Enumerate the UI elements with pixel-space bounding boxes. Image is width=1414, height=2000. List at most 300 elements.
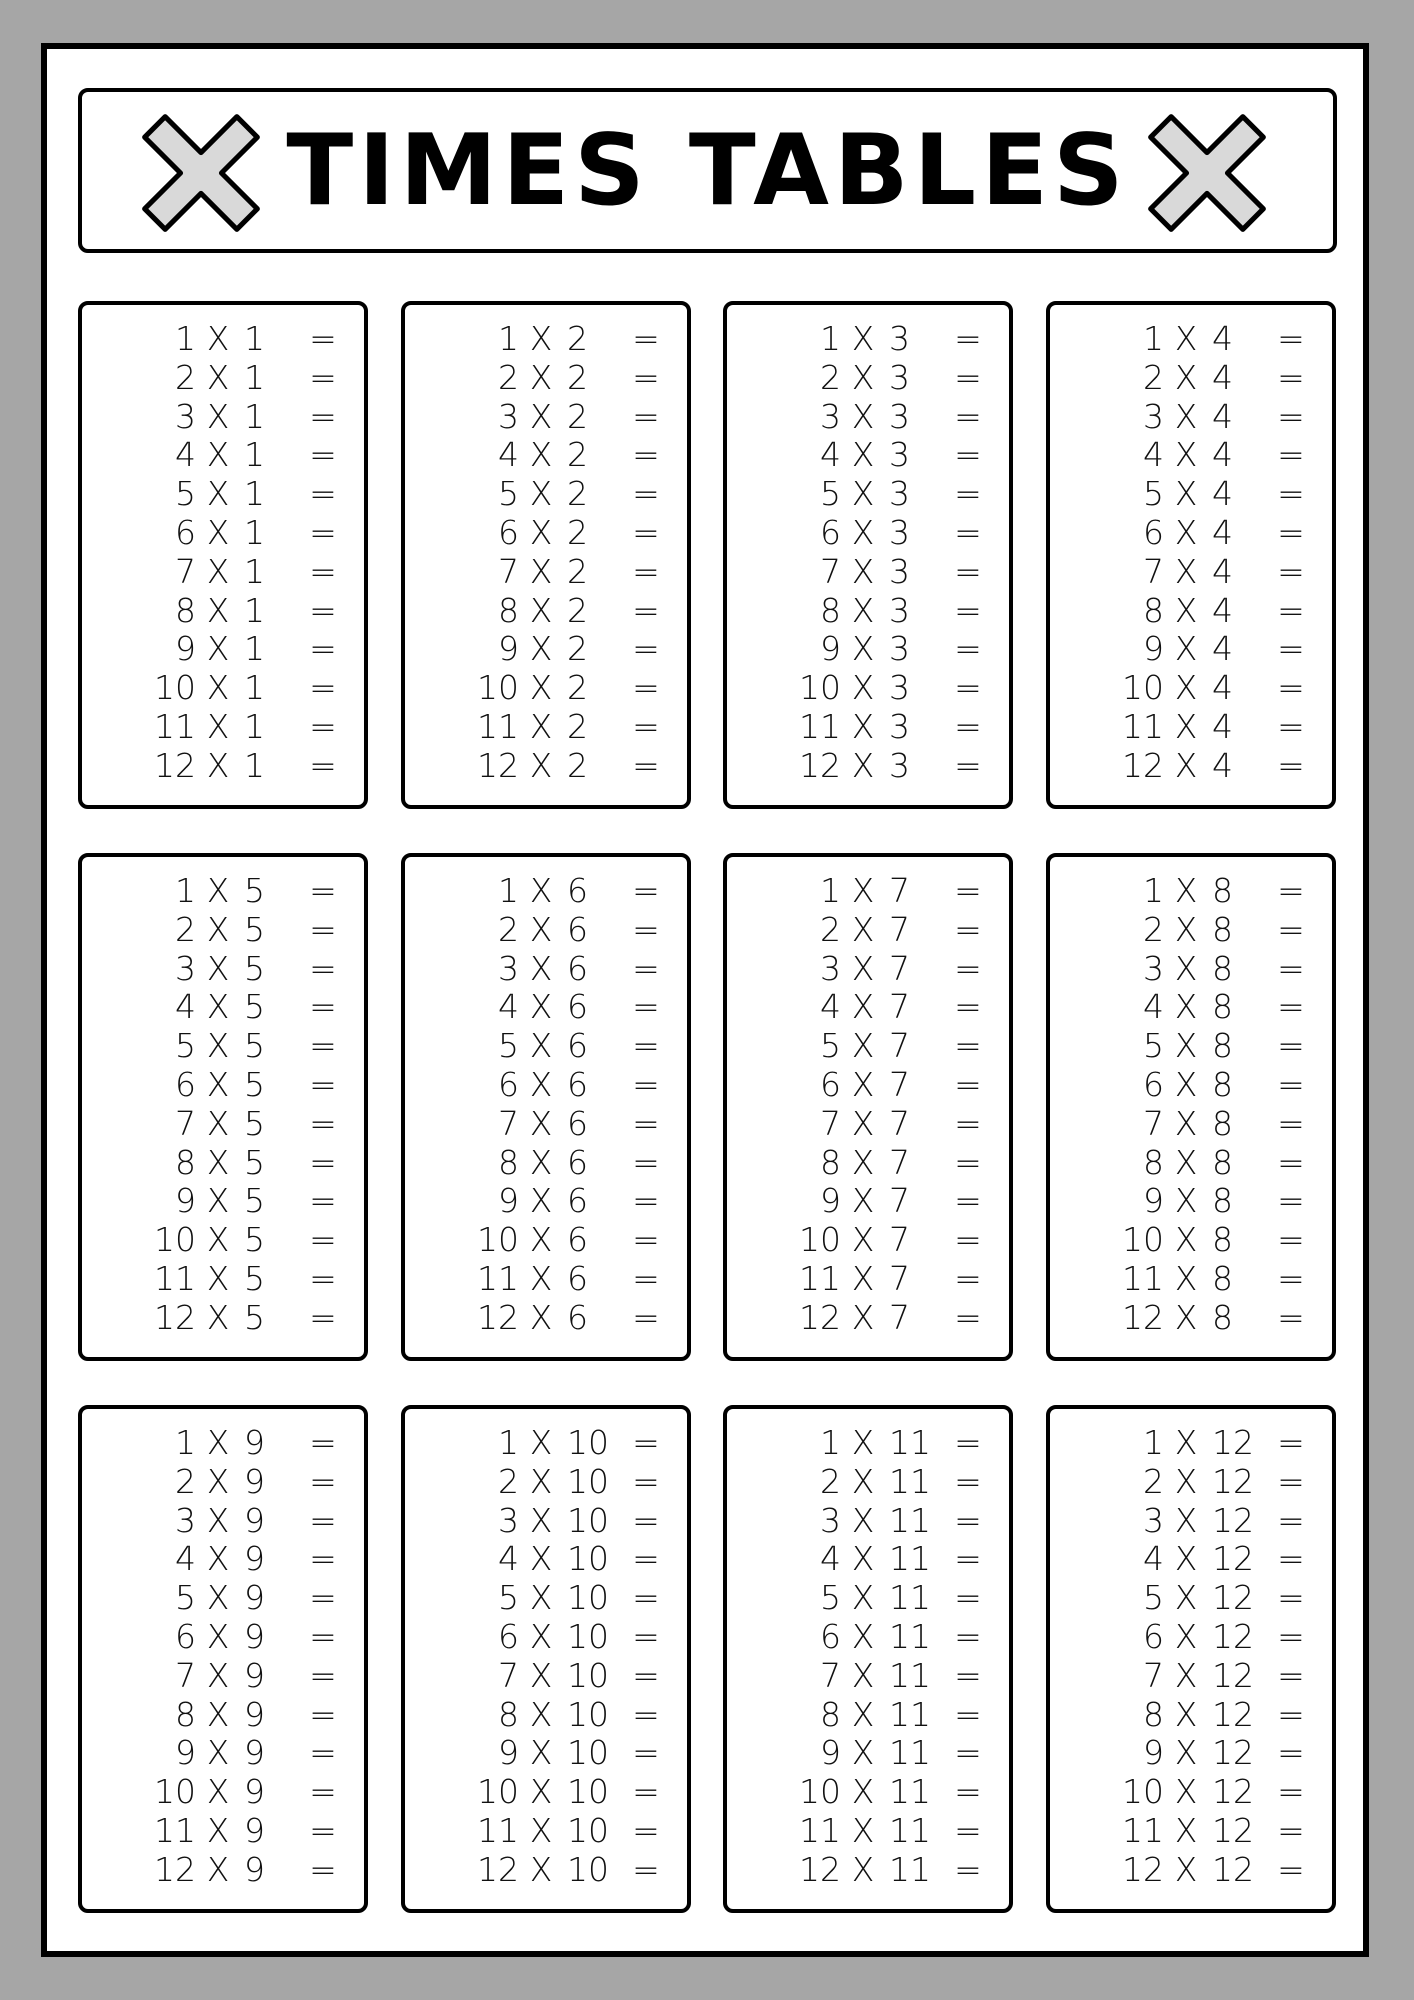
equation-row: [405, 949, 687, 988]
times-operator: X: [529, 909, 553, 949]
equation-row: [727, 319, 1009, 358]
equals-sign: =: [954, 319, 982, 358]
multiplier-number: 8: [498, 1142, 519, 1182]
table-factor: 2: [567, 706, 588, 746]
equation-row: [405, 668, 687, 707]
equation-row: [727, 949, 1009, 988]
equals-sign: =: [632, 1772, 660, 1812]
table-factor: 7: [889, 1297, 910, 1337]
equation-row: [82, 1811, 364, 1850]
equation-row: [82, 319, 364, 358]
equation-row: [1050, 668, 1332, 707]
equals-sign: =: [309, 1655, 337, 1695]
times-operator: X: [1174, 590, 1198, 630]
table-factor: 3: [889, 668, 910, 708]
multiplier-number: 6: [820, 1064, 841, 1104]
equation-row: [727, 987, 1009, 1026]
times-operator: X: [206, 629, 230, 669]
table-factor: 10: [567, 1849, 609, 1889]
equation-row: [1050, 435, 1332, 474]
equals-sign: =: [632, 668, 660, 708]
multiplier-number: 8: [498, 1694, 519, 1734]
equation-row: [82, 1181, 364, 1220]
multiplier-number: 3: [1143, 948, 1164, 988]
equals-sign: =: [1277, 590, 1305, 630]
multiplier-number: 10: [154, 668, 196, 708]
table-factor: 2: [567, 668, 588, 708]
times-table-card: [78, 1405, 368, 1913]
equals-sign: =: [1277, 706, 1305, 746]
equation-row: [1050, 746, 1332, 785]
table-factor: 2: [567, 396, 588, 436]
multiplier-number: 10: [477, 1772, 519, 1812]
equals-sign: =: [954, 668, 982, 708]
times-operator: X: [206, 1423, 230, 1462]
times-operator: X: [1174, 1026, 1198, 1066]
table-factor: 6: [567, 1142, 588, 1182]
equals-sign: =: [309, 1733, 337, 1773]
multiplier-number: 12: [1122, 1849, 1164, 1889]
equals-sign: =: [954, 1461, 982, 1501]
equals-sign: =: [1277, 668, 1305, 708]
table-factor: 10: [567, 1461, 609, 1501]
equals-sign: =: [632, 512, 660, 552]
equals-sign: =: [632, 987, 660, 1027]
multiplier-number: 11: [1122, 1258, 1164, 1298]
times-operator: X: [529, 1616, 553, 1656]
table-factor: 3: [889, 512, 910, 552]
multiplier-number: 5: [820, 474, 841, 514]
equation-row: [82, 1772, 364, 1811]
times-operator: X: [1174, 1297, 1198, 1337]
equation-row: [405, 1617, 687, 1656]
times-operator: X: [529, 435, 553, 475]
table-factor: 9: [244, 1616, 265, 1656]
equation-row: [82, 1220, 364, 1259]
table-factor: 8: [1212, 871, 1233, 910]
times-operator: X: [206, 357, 230, 397]
times-operator: X: [851, 1772, 875, 1812]
times-operator: X: [851, 1026, 875, 1066]
times-operator: X: [529, 1694, 553, 1734]
times-operator: X: [851, 512, 875, 552]
equation-row: [405, 746, 687, 785]
equals-sign: =: [309, 1181, 337, 1221]
equation-row: [82, 1850, 364, 1889]
multiplier-number: 7: [1143, 1103, 1164, 1143]
table-factor: 8: [1212, 1297, 1233, 1337]
table-factor: 12: [1212, 1694, 1254, 1734]
times-operator: X: [206, 396, 230, 436]
equation-row: [1050, 319, 1332, 358]
multiplier-number: 6: [175, 1616, 196, 1656]
times-operator: X: [529, 590, 553, 630]
multiplier-number: 6: [175, 1064, 196, 1104]
equation-row: [727, 871, 1009, 910]
equation-row: [405, 987, 687, 1026]
equation-row: [727, 1220, 1009, 1259]
multiplier-number: 7: [1143, 551, 1164, 591]
times-operator: X: [529, 1655, 553, 1695]
equation-row: [405, 591, 687, 630]
multiplier-number: 9: [175, 629, 196, 669]
multiplier-number: 10: [1122, 1220, 1164, 1260]
equation-row: [727, 1298, 1009, 1337]
multiplier-number: 6: [1143, 512, 1164, 552]
equals-sign: =: [1277, 357, 1305, 397]
table-factor: 1: [244, 474, 265, 514]
equation-row: [82, 435, 364, 474]
table-factor: 9: [244, 1694, 265, 1734]
equation-row: [405, 629, 687, 668]
table-factor: 11: [889, 1500, 931, 1540]
table-factor: 11: [889, 1578, 931, 1618]
multiplier-number: 5: [498, 1026, 519, 1066]
equals-sign: =: [1277, 551, 1305, 591]
times-operator: X: [851, 1539, 875, 1579]
equation-row: [405, 1772, 687, 1811]
times-operator: X: [529, 1539, 553, 1579]
times-operator: X: [206, 1103, 230, 1143]
equals-sign: =: [309, 474, 337, 514]
table-factor: 3: [889, 474, 910, 514]
equals-sign: =: [309, 319, 337, 358]
times-operator: X: [206, 435, 230, 475]
equation-row: [1050, 1656, 1332, 1695]
multiplier-number: 2: [498, 357, 519, 397]
times-operator: X: [206, 987, 230, 1027]
multiplier-number: 5: [1143, 1578, 1164, 1618]
equation-row: [405, 1850, 687, 1889]
multiplier-number: 5: [1143, 474, 1164, 514]
table-factor: 9: [244, 1423, 265, 1462]
table-factor: 3: [889, 319, 910, 358]
equals-sign: =: [632, 1849, 660, 1889]
times-operator: X: [1174, 1461, 1198, 1501]
equals-sign: =: [954, 1578, 982, 1618]
equation-row: [1050, 1695, 1332, 1734]
equation-row: [727, 746, 1009, 785]
equals-sign: =: [954, 948, 982, 988]
times-operator: X: [1174, 474, 1198, 514]
equation-row: [82, 1104, 364, 1143]
multiplier-number: 12: [1122, 745, 1164, 785]
multiplier-number: 7: [175, 551, 196, 591]
multiplier-number: 11: [154, 706, 196, 746]
multiplier-number: 1: [1143, 1423, 1164, 1462]
times-operator: X: [1174, 668, 1198, 708]
equation-row: [1050, 1772, 1332, 1811]
multiplier-number: 2: [820, 909, 841, 949]
equation-row: [82, 1298, 364, 1337]
multiplier-number: 5: [175, 1578, 196, 1618]
times-operator: X: [206, 590, 230, 630]
table-factor: 1: [244, 319, 265, 358]
equals-sign: =: [954, 1694, 982, 1734]
multiplier-number: 6: [498, 1616, 519, 1656]
equation-row: [727, 1501, 1009, 1540]
equation-row: [82, 1578, 364, 1617]
equation-row: [727, 1850, 1009, 1889]
table-factor: 6: [567, 1064, 588, 1104]
equals-sign: =: [309, 1810, 337, 1850]
equation-row: [405, 707, 687, 746]
equation-row: [1050, 871, 1332, 910]
times-operator: X: [1174, 1849, 1198, 1889]
equation-row: [405, 1143, 687, 1182]
multiplier-number: 12: [1122, 1297, 1164, 1337]
multiplier-number: 8: [175, 1142, 196, 1182]
multiplier-number: 5: [1143, 1026, 1164, 1066]
multiplier-number: 2: [175, 1461, 196, 1501]
equation-row: [727, 707, 1009, 746]
equals-sign: =: [632, 1694, 660, 1734]
equals-sign: =: [632, 551, 660, 591]
times-operator: X: [529, 1500, 553, 1540]
times-operator: X: [851, 551, 875, 591]
equals-sign: =: [309, 948, 337, 988]
table-factor: 8: [1212, 1142, 1233, 1182]
equals-sign: =: [1277, 1026, 1305, 1066]
equals-sign: =: [632, 1142, 660, 1182]
table-factor: 7: [889, 1181, 910, 1221]
multiplier-number: 1: [820, 1423, 841, 1462]
multiplier-number: 12: [799, 745, 841, 785]
times-operator: X: [1174, 706, 1198, 746]
table-factor: 3: [889, 590, 910, 630]
multiplier-number: 10: [1122, 1772, 1164, 1812]
table-factor: 7: [889, 909, 910, 949]
times-operator: X: [851, 1578, 875, 1618]
multiplier-number: 4: [498, 1539, 519, 1579]
equals-sign: =: [309, 987, 337, 1027]
equation-row: [1050, 1423, 1332, 1462]
equals-sign: =: [1277, 1849, 1305, 1889]
equals-sign: =: [309, 1500, 337, 1540]
equals-sign: =: [1277, 1064, 1305, 1104]
equation-row: [1050, 1617, 1332, 1656]
multiplier-number: 7: [498, 1103, 519, 1143]
times-operator: X: [1174, 1733, 1198, 1773]
equation-row: [405, 1181, 687, 1220]
times-operator: X: [206, 1500, 230, 1540]
equation-row: [727, 474, 1009, 513]
equals-sign: =: [1277, 1500, 1305, 1540]
table-factor: 5: [244, 909, 265, 949]
table-factor: 10: [567, 1772, 609, 1812]
equation-row: [405, 513, 687, 552]
equation-row: [1050, 1501, 1332, 1540]
equals-sign: =: [632, 871, 660, 910]
table-factor: 3: [889, 551, 910, 591]
equation-row: [727, 910, 1009, 949]
equation-row: [727, 1143, 1009, 1182]
table-factor: 4: [1212, 319, 1233, 358]
times-operator: X: [529, 474, 553, 514]
table-factor: 1: [244, 590, 265, 630]
equation-row: [1050, 1733, 1332, 1772]
equals-sign: =: [1277, 1142, 1305, 1182]
equals-sign: =: [1277, 745, 1305, 785]
multiplier-number: 8: [820, 590, 841, 630]
equals-sign: =: [1277, 1810, 1305, 1850]
multiplier-number: 9: [498, 629, 519, 669]
times-operator: X: [851, 1694, 875, 1734]
multiplier-number: 6: [820, 512, 841, 552]
multiplier-number: 6: [1143, 1064, 1164, 1104]
table-factor: 9: [244, 1500, 265, 1540]
times-operator: X: [851, 1297, 875, 1337]
times-operator: X: [529, 1181, 553, 1221]
equation-row: [405, 910, 687, 949]
table-factor: 9: [244, 1539, 265, 1579]
table-factor: 2: [567, 745, 588, 785]
multiplier-number: 4: [1143, 1539, 1164, 1579]
times-operator: X: [851, 396, 875, 436]
multiplier-number: 11: [799, 706, 841, 746]
multiplier-number: 6: [820, 1616, 841, 1656]
multiplier-number: 7: [820, 1103, 841, 1143]
multiplier-number: 10: [477, 1220, 519, 1260]
table-factor: 12: [1212, 1578, 1254, 1618]
multiplier-number: 1: [175, 871, 196, 910]
times-operator: X: [1174, 396, 1198, 436]
equals-sign: =: [309, 435, 337, 475]
multiplier-number: 4: [820, 435, 841, 475]
times-operator: X: [206, 1655, 230, 1695]
table-factor: 7: [889, 1258, 910, 1298]
table-factor: 2: [567, 435, 588, 475]
equation-row: [82, 552, 364, 591]
multiplier-number: 3: [820, 396, 841, 436]
times-operator: X: [1174, 1258, 1198, 1298]
multiplier-number: 9: [175, 1181, 196, 1221]
equation-row: [727, 629, 1009, 668]
equals-sign: =: [1277, 1655, 1305, 1695]
times-table-card: [1046, 301, 1336, 809]
equals-sign: =: [1277, 1461, 1305, 1501]
table-factor: 10: [567, 1810, 609, 1850]
table-factor: 12: [1212, 1849, 1254, 1889]
multiplier-number: 4: [175, 987, 196, 1027]
multiplier-number: 5: [820, 1026, 841, 1066]
times-table-card: [401, 1405, 691, 1913]
table-factor: 1: [244, 706, 265, 746]
multiplier-number: 3: [175, 396, 196, 436]
table-factor: 6: [567, 871, 588, 910]
equals-sign: =: [1277, 629, 1305, 669]
table-factor: 4: [1212, 357, 1233, 397]
equals-sign: =: [309, 871, 337, 910]
times-operator: X: [206, 1694, 230, 1734]
table-factor: 9: [244, 1733, 265, 1773]
times-operator: X: [206, 1849, 230, 1889]
multiplier-number: 4: [498, 435, 519, 475]
equals-sign: =: [309, 1064, 337, 1104]
equation-row: [1050, 1143, 1332, 1182]
table-factor: 5: [244, 1103, 265, 1143]
table-factor: 4: [1212, 512, 1233, 552]
equals-sign: =: [1277, 1772, 1305, 1812]
equals-sign: =: [309, 1461, 337, 1501]
multiplier-number: 11: [1122, 1810, 1164, 1850]
equals-sign: =: [309, 1026, 337, 1066]
title-banner: [78, 88, 1337, 253]
table-factor: 6: [567, 1181, 588, 1221]
equals-sign: =: [309, 668, 337, 708]
table-factor: 11: [889, 1539, 931, 1579]
table-factor: 11: [889, 1772, 931, 1812]
equation-row: [82, 1143, 364, 1182]
equation-row: [82, 629, 364, 668]
equation-row: [405, 552, 687, 591]
equation-row: [1050, 1181, 1332, 1220]
equals-sign: =: [954, 1258, 982, 1298]
times-operator: X: [1174, 512, 1198, 552]
table-factor: 2: [567, 590, 588, 630]
times-operator: X: [206, 551, 230, 591]
multiplier-number: 12: [477, 1297, 519, 1337]
times-operator: X: [1174, 871, 1198, 910]
table-factor: 6: [567, 1297, 588, 1337]
table-factor: 9: [244, 1461, 265, 1501]
multiplier-number: 11: [477, 706, 519, 746]
equals-sign: =: [632, 1461, 660, 1501]
times-operator: X: [851, 1142, 875, 1182]
equation-row: [82, 1656, 364, 1695]
equals-sign: =: [632, 1655, 660, 1695]
equals-sign: =: [954, 1297, 982, 1337]
table-factor: 7: [889, 948, 910, 988]
table-factor: 9: [244, 1655, 265, 1695]
table-factor: 4: [1212, 706, 1233, 746]
table-factor: 10: [567, 1500, 609, 1540]
equals-sign: =: [1277, 1616, 1305, 1656]
equals-sign: =: [1277, 1220, 1305, 1260]
multiplier-number: 6: [498, 512, 519, 552]
equation-row: [82, 871, 364, 910]
equals-sign: =: [954, 871, 982, 910]
equals-sign: =: [632, 319, 660, 358]
multiplier-number: 1: [820, 871, 841, 910]
multiplier-number: 9: [175, 1733, 196, 1773]
equals-sign: =: [309, 357, 337, 397]
equals-sign: =: [632, 909, 660, 949]
times-operator: X: [1174, 1500, 1198, 1540]
equation-row: [727, 358, 1009, 397]
times-operator: X: [206, 1297, 230, 1337]
times-operator: X: [1174, 1810, 1198, 1850]
multiplier-number: 2: [820, 357, 841, 397]
equals-sign: =: [309, 909, 337, 949]
multiplier-number: 4: [498, 987, 519, 1027]
times-operator: X: [1174, 1655, 1198, 1695]
times-operator: X: [1174, 745, 1198, 785]
times-operator: X: [529, 1103, 553, 1143]
equation-row: [405, 1501, 687, 1540]
equation-row: [405, 1104, 687, 1143]
table-factor: 2: [567, 629, 588, 669]
equation-row: [405, 1578, 687, 1617]
times-operator: X: [529, 319, 553, 358]
times-operator: X: [206, 319, 230, 358]
page-title: TIMES TABLES: [286, 113, 1129, 228]
equation-row: [405, 1259, 687, 1298]
equation-row: [1050, 910, 1332, 949]
multiplier-number: 7: [175, 1655, 196, 1695]
times-operator: X: [851, 1064, 875, 1104]
times-operator: X: [851, 948, 875, 988]
